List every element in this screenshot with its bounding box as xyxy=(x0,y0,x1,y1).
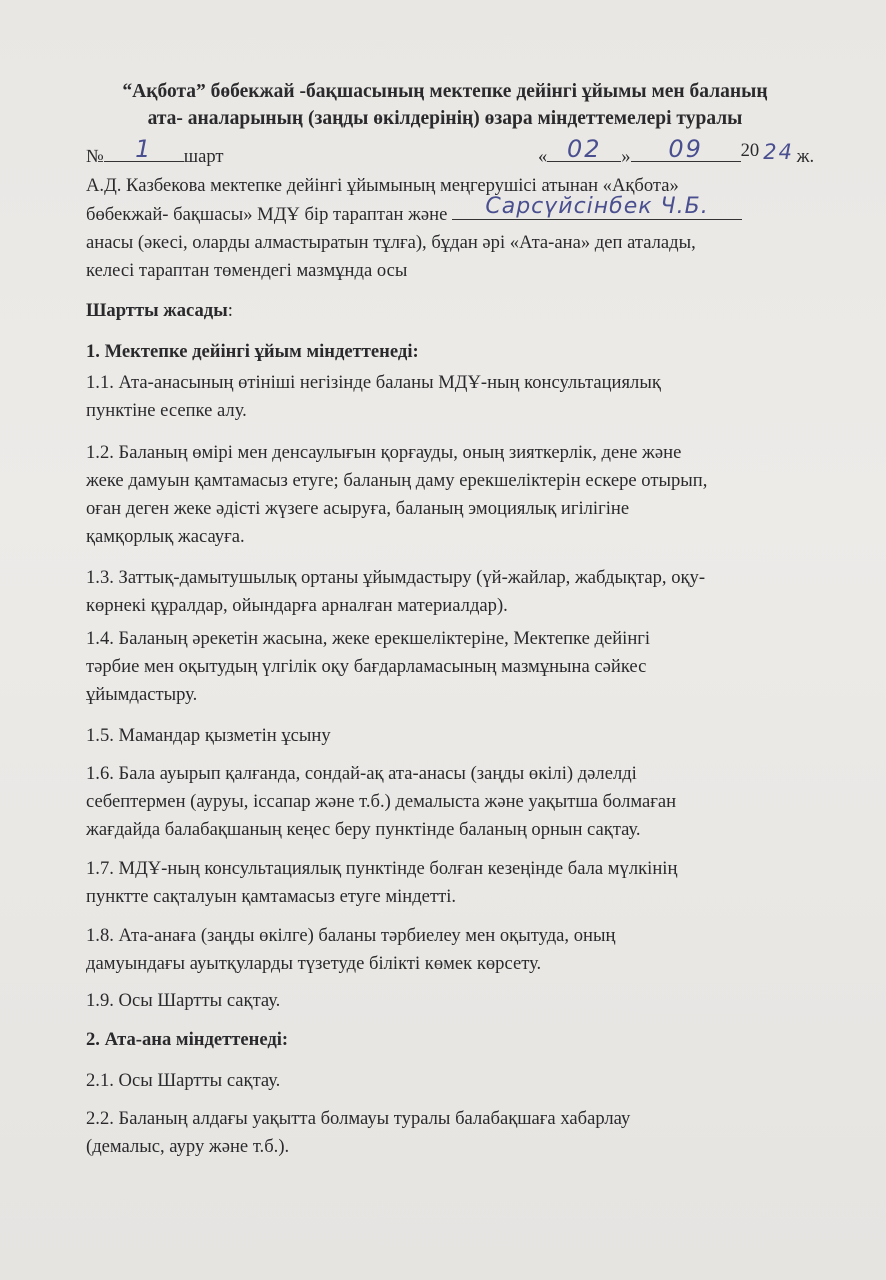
item-1-9-line-1: 1.9. Осы Шартты сақтау. xyxy=(86,990,281,1011)
item-1-8-line-1: 1.8. Ата-анаға (заңды өкілге) баланы тәрбиелеу мен оқытуда, оның xyxy=(86,925,616,946)
contract-date xyxy=(538,135,815,168)
item-2-2 xyxy=(86,1105,846,1161)
year-handwritten: 24 xyxy=(763,140,794,164)
item-1-1-line-1: 1.1. Ата-анасының өтініші негізінде баланы МДҰ-ның консультациялық xyxy=(86,372,661,393)
title-line-2: ата- аналарының (заңды өкілдерінің) өзара міндеттемелері туралы xyxy=(147,108,743,129)
number-field xyxy=(104,135,184,163)
intro-line-2-text: бөбекжай- бақшасы» МДҰ бір тараптан және xyxy=(86,204,448,225)
item-1-2 xyxy=(86,439,846,551)
day-field xyxy=(547,135,621,163)
item-1-6-line-2: себептермен (ауруы, іссапар және т.б.) демалыста және уақытша болмаған xyxy=(86,791,677,812)
item-1-6-line-3: жағдайда балабақшаның кеңес беру пунктінде баланың орнын сақтау. xyxy=(86,819,641,840)
item-1-1 xyxy=(86,369,846,425)
document-title xyxy=(60,78,830,132)
item-2-1 xyxy=(86,1067,846,1095)
year-field xyxy=(740,140,797,164)
item-1-3 xyxy=(86,564,846,620)
item-1-7-line-2: пунктте сақталуын қамтамасыз етуге міндетті. xyxy=(86,886,457,907)
item-1-2-line-1: 1.2. Баланың өмірі мен денсаулығын қорғауды, оның зияткерлік, дене және xyxy=(86,442,682,463)
contract-made-bold: Шартты жасады xyxy=(86,300,228,321)
contract-number-line xyxy=(86,135,224,168)
item-1-2-line-3: оған деген жеке әдісті жүзеге асыруға, баланың эмоциялық игілігіне xyxy=(86,498,630,519)
item-1-1-line-2: пунктіне есепке алу. xyxy=(86,400,247,421)
item-1-2-line-4: қамқорлық жасауға. xyxy=(86,526,245,547)
item-1-5 xyxy=(86,722,846,750)
title-line-1: “Ақбота” бөбекжай -бақшасының мектепке дейінгі ұйымы мен баланың xyxy=(122,81,768,102)
intro-line-2 xyxy=(86,194,846,229)
item-1-3-line-1: 1.3. Заттық-дамытушылық ортаны ұйымдастыру (үй-жайлар, жабдықтар, оқу- xyxy=(86,567,706,588)
year-suffix: ж. xyxy=(796,146,815,167)
item-1-4-line-3: ұйымдастыру. xyxy=(86,684,198,705)
section-2-heading: 2. Ата-ана міндеттенеді: xyxy=(86,1029,289,1050)
intro-line-4: келесі тараптан төмендегі мазмұнда осы xyxy=(86,260,408,281)
day-handwritten: 02 xyxy=(567,135,602,163)
item-1-8-line-2: дамуындағы ауытқуларды түзетуде білікті көмек көрсету. xyxy=(86,953,542,974)
item-2-2-line-2: (демалыс, ауру және т.б.). xyxy=(86,1136,290,1157)
item-1-7 xyxy=(86,855,846,911)
month-handwritten: 09 xyxy=(668,135,703,163)
contract-word: шарт xyxy=(183,146,224,167)
parent-name-handwritten: Сарсүйсінбек Ч.Б. xyxy=(485,194,709,219)
item-1-4-line-2: тәрбие мен оқытудың үлгілік оқу бағдарламасының мазмұнына сәйкес xyxy=(86,656,647,677)
item-1-2-line-2: жеке дамуын қамтамасыз етуге; баланың даму ерекшеліктерін ескере отырып, xyxy=(86,470,708,491)
item-1-8 xyxy=(86,922,846,978)
month-field xyxy=(631,135,741,163)
intro-line-1: А.Д. Казбекова мектепке дейінгі ұйымының меңгерушісі атынан «Ақбота» xyxy=(86,175,679,196)
item-1-4-line-1: 1.4. Баланың әрекетін жасына, жеке ерекшеліктеріне, Мектепке дейінгі xyxy=(86,628,651,649)
contract-made xyxy=(86,300,233,322)
number-label: № xyxy=(86,146,104,167)
intro-paragraph xyxy=(86,172,846,285)
year-prefix: 20 xyxy=(740,140,760,161)
item-2-2-line-1: 2.2. Баланың алдағы уақытта болмауы туралы балабақшаға хабарлау xyxy=(86,1108,631,1129)
item-1-6 xyxy=(86,760,846,844)
parent-name-field xyxy=(452,194,742,220)
item-1-7-line-1: 1.7. МДҰ-ның консультациялық пунктінде болған кезеңінде бала мүлкінің xyxy=(86,858,678,879)
item-1-3-line-2: көрнекі құралдар, ойындарға арналған материалдар). xyxy=(86,595,508,616)
item-1-4 xyxy=(86,625,846,709)
item-1-6-line-1: 1.6. Бала ауырып қалғанда, сондай-ақ ата-анасы (заңды өкілі) дәлелді xyxy=(86,763,637,784)
item-1-5-line-1: 1.5. Мамандар қызметін ұсыну xyxy=(86,725,331,746)
item-1-9 xyxy=(86,987,846,1015)
intro-line-3: анасы (әкесі, оларды алмастыратын тұлға), бұдан әрі «Ата-ана» деп аталады, xyxy=(86,232,696,253)
quote-close: » xyxy=(621,146,631,167)
number-handwritten: 1 xyxy=(135,135,153,163)
item-2-1-line-1: 2.1. Осы Шартты сақтау. xyxy=(86,1070,281,1091)
contract-made-colon: : xyxy=(227,300,233,321)
quote-open: « xyxy=(538,146,548,167)
section-1-heading: 1. Мектепке дейінгі ұйым міндеттенеді: xyxy=(86,341,419,362)
